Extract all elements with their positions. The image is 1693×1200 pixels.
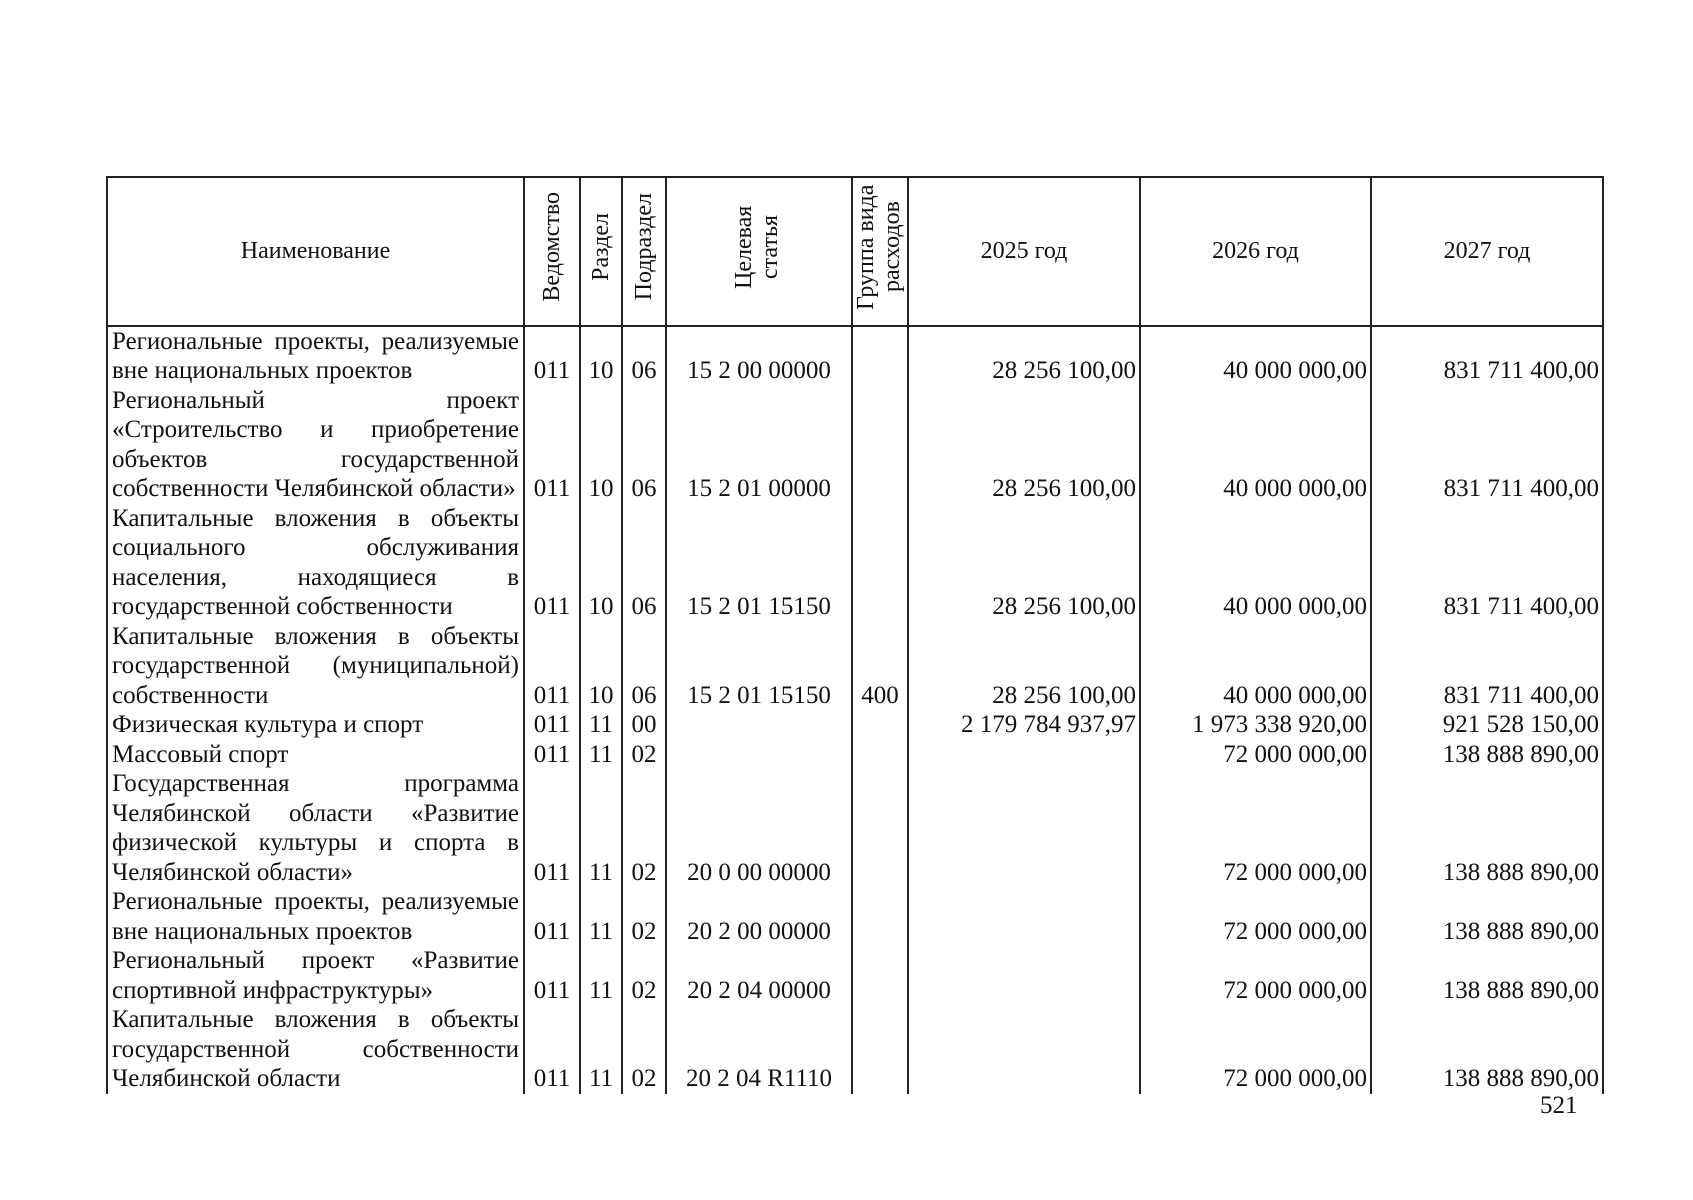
- row-razdel: 11: [580, 1005, 622, 1094]
- row-amount-2026: 72 000 000,00: [1140, 887, 1371, 946]
- row-celevaya-statya: 20 2 00 00000: [666, 887, 852, 946]
- row-amount-2025: 28 256 100,00: [908, 504, 1140, 622]
- row-celevaya-statya: 15 2 01 15150: [666, 504, 852, 622]
- table-row: [107, 504, 1603, 622]
- row-name: Региональный проект «Развитие спортивной инфраструктуры»: [107, 946, 524, 1005]
- row-amount-2025: 28 256 100,00: [908, 622, 1140, 711]
- row-razdel: 10: [580, 326, 622, 386]
- header-razdel: [580, 177, 622, 326]
- row-vedomstvo: 011: [524, 622, 580, 711]
- row-vedomstvo: 011: [524, 946, 580, 1005]
- row-celevaya-statya: 15 2 01 15150: [666, 622, 852, 711]
- row-celevaya-statya: 15 2 01 00000: [666, 386, 852, 504]
- row-gruppa: [852, 386, 908, 504]
- row-amount-2026: 72 000 000,00: [1140, 1005, 1371, 1094]
- row-celevaya-statya: 20 2 04 R1110: [666, 1005, 852, 1094]
- row-gruppa: [852, 710, 908, 740]
- row-amount-2026: 72 000 000,00: [1140, 946, 1371, 1005]
- row-amount-2027: 138 888 890,00: [1371, 1005, 1603, 1094]
- row-vedomstvo: 011: [524, 326, 580, 386]
- row-amount-2025: [908, 1005, 1140, 1094]
- row-amount-2027: 138 888 890,00: [1371, 946, 1603, 1005]
- row-amount-2026: 72 000 000,00: [1140, 769, 1371, 887]
- row-gruppa: [852, 887, 908, 946]
- row-vedomstvo: 011: [524, 504, 580, 622]
- page-number: 521: [1540, 1092, 1578, 1119]
- row-amount-2026: 40 000 000,00: [1140, 326, 1371, 386]
- header-vedomstvo: [524, 177, 580, 326]
- header-year-2027-label: 2027 год: [1443, 237, 1531, 264]
- row-amount-2026: 40 000 000,00: [1140, 386, 1371, 504]
- header-gruppa-label: Группа вида расходов: [853, 184, 905, 310]
- row-amount-2026: 1 973 338 920,00: [1140, 710, 1371, 740]
- row-podrazdel: 02: [622, 946, 666, 1005]
- row-razdel: 11: [580, 710, 622, 740]
- row-amount-2025: [908, 769, 1140, 887]
- table-header-row: [107, 177, 1603, 326]
- row-amount-2027: 921 528 150,00: [1371, 710, 1603, 740]
- row-amount-2025: 28 256 100,00: [908, 326, 1140, 386]
- row-vedomstvo: 011: [524, 386, 580, 504]
- row-gruppa: [852, 769, 908, 887]
- row-vedomstvo: 011: [524, 710, 580, 740]
- row-razdel: 10: [580, 504, 622, 622]
- row-name: Региональные проекты, реализуемые вне национальных проектов: [107, 887, 524, 946]
- row-amount-2027: 831 711 400,00: [1371, 326, 1603, 386]
- header-gruppa: [852, 177, 908, 326]
- row-podrazdel: 06: [622, 504, 666, 622]
- row-celevaya-statya: [666, 710, 852, 740]
- row-razdel: 10: [580, 622, 622, 711]
- row-vedomstvo: 011: [524, 769, 580, 887]
- row-amount-2025: 28 256 100,00: [908, 386, 1140, 504]
- row-podrazdel: 00: [622, 710, 666, 740]
- row-gruppa: [852, 740, 908, 770]
- header-podrazdel-label: Подраздел: [630, 193, 657, 301]
- row-amount-2025: [908, 946, 1140, 1005]
- row-vedomstvo: 011: [524, 1005, 580, 1094]
- header-razdel-label: Раздел: [587, 213, 614, 281]
- row-amount-2027: 138 888 890,00: [1371, 769, 1603, 887]
- header-name: [107, 177, 524, 326]
- row-name: Региональные проекты, реализуемые вне национальных проектов: [107, 326, 524, 386]
- row-amount-2026: 40 000 000,00: [1140, 504, 1371, 622]
- row-podrazdel: 06: [622, 622, 666, 711]
- row-name: Капитальные вложения в объекты социального обслуживания населения, находящиеся в государственной собственности: [107, 504, 524, 622]
- header-podrazdel: [622, 177, 666, 326]
- header-celevaya-statya: [666, 177, 852, 326]
- row-amount-2025: [908, 740, 1140, 770]
- row-name: Капитальные вложения в объекты государственной собственности Челябинской области: [107, 1005, 524, 1094]
- row-razdel: 11: [580, 946, 622, 1005]
- row-podrazdel: 06: [622, 326, 666, 386]
- row-amount-2027: 831 711 400,00: [1371, 386, 1603, 504]
- row-razdel: 11: [580, 769, 622, 887]
- row-amount-2026: 72 000 000,00: [1140, 740, 1371, 770]
- row-gruppa: [852, 504, 908, 622]
- row-amount-2025: [908, 887, 1140, 946]
- header-celevaya-statya-label: Целевая статья: [731, 205, 783, 289]
- header-vedomstvo-label: Ведомство: [538, 192, 565, 302]
- row-podrazdel: 02: [622, 1005, 666, 1094]
- table-row: [107, 386, 1603, 504]
- row-razdel: 11: [580, 887, 622, 946]
- row-gruppa: [852, 946, 908, 1005]
- row-name: Капитальные вложения в объекты государственной (муниципальной) собственности: [107, 622, 524, 711]
- table-row: [107, 710, 1603, 740]
- row-amount-2027: 138 888 890,00: [1371, 887, 1603, 946]
- row-celevaya-statya: 15 2 00 00000: [666, 326, 852, 386]
- row-vedomstvo: 011: [524, 887, 580, 946]
- table-row: [107, 326, 1603, 386]
- header-name-label: Наименование: [240, 237, 391, 264]
- table-row: [107, 740, 1603, 770]
- row-gruppa: [852, 1005, 908, 1094]
- row-celevaya-statya: [666, 740, 852, 770]
- header-year-2026-label: 2026 год: [1212, 237, 1299, 264]
- row-name: Государственная программа Челябинской области «Развитие физической культуры и спорта в Челябинской области»: [107, 769, 524, 887]
- table-row: [107, 946, 1603, 1005]
- row-vedomstvo: 011: [524, 740, 580, 770]
- row-amount-2027: 138 888 890,00: [1371, 740, 1603, 770]
- header-year-2025-label: 2025 год: [980, 237, 1068, 264]
- row-gruppa: [852, 326, 908, 386]
- row-razdel: 11: [580, 740, 622, 770]
- row-celevaya-statya: 20 2 04 00000: [666, 946, 852, 1005]
- row-amount-2025: 2 179 784 937,97: [908, 710, 1140, 740]
- row-podrazdel: 02: [622, 769, 666, 887]
- row-podrazdel: 06: [622, 386, 666, 504]
- row-amount-2027: 831 711 400,00: [1371, 622, 1603, 711]
- table-row: [107, 622, 1603, 711]
- row-amount-2026: 40 000 000,00: [1140, 622, 1371, 711]
- header-year-2025: [908, 177, 1140, 326]
- row-razdel: 10: [580, 386, 622, 504]
- header-year-2026: [1140, 177, 1371, 326]
- row-gruppa: 400: [852, 622, 908, 711]
- row-name: Региональный проект «Строительство и приобретение объектов государственной собственности Челябинской области»: [107, 386, 524, 504]
- table-row: [107, 769, 1603, 887]
- table-row: [107, 1005, 1603, 1094]
- header-year-2027: [1371, 177, 1603, 326]
- budget-table-wrapper: [106, 176, 1602, 1094]
- row-podrazdel: 02: [622, 887, 666, 946]
- row-name: Физическая культура и спорт: [107, 710, 524, 740]
- row-amount-2027: 831 711 400,00: [1371, 504, 1603, 622]
- table-row: [107, 887, 1603, 946]
- row-podrazdel: 02: [622, 740, 666, 770]
- row-name: Массовый спорт: [107, 740, 524, 770]
- row-celevaya-statya: 20 0 00 00000: [666, 769, 852, 887]
- budget-table: [106, 176, 1604, 1094]
